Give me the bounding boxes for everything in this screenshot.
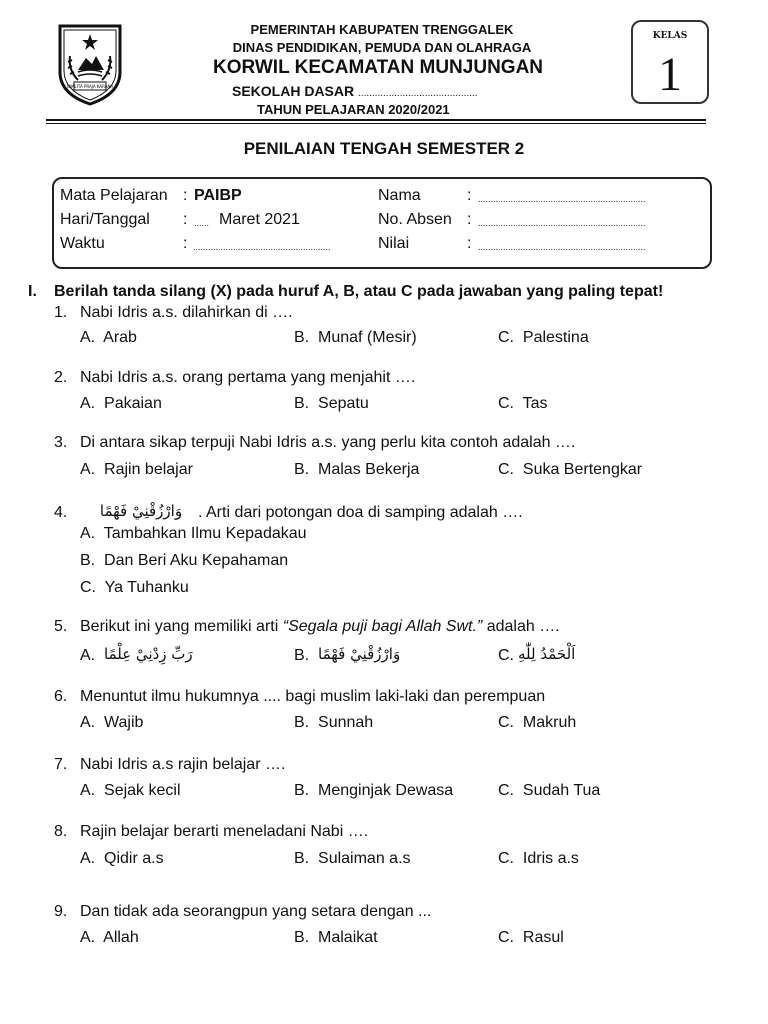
option-text: Munaf (Mesir): [318, 329, 417, 346]
option-a[interactable]: [80, 329, 137, 347]
option-letter: A.: [80, 782, 96, 799]
option-text: Rasul: [522, 929, 564, 946]
option-text: Sunnah: [318, 714, 374, 731]
option-text: Wajib: [104, 714, 144, 731]
option-c[interactable]: [498, 850, 579, 868]
time-blank[interactable]: .......................................................: [193, 242, 331, 252]
question-number: 9.: [54, 903, 68, 920]
question-text: Rajin belajar berarti meneladani Nabi ….: [80, 823, 369, 840]
school-name-blank: ...........................................: [358, 88, 478, 99]
class-box: [631, 20, 709, 104]
option-b[interactable]: [294, 647, 309, 665]
score-colon: :: [467, 235, 472, 252]
logo-ribbon-text: JWALITA PRAJA KARANA: [66, 84, 114, 89]
option-text-arabic: اَلْحَمْدُ لِلّٰهِ: [518, 645, 576, 663]
question-text: Nabi Idris a.s rajin belajar ….: [80, 756, 286, 773]
header-rule-thick: [46, 119, 706, 121]
option-text: Palestina: [522, 329, 589, 346]
option-text: Sulaiman a.s: [318, 850, 411, 867]
question-text: Di antara sikap terpuji Nabi Idris a.s. yang perlu kita contoh adalah ….: [80, 434, 576, 451]
option-text: Qidir a.s: [104, 850, 164, 867]
option-letter: C.: [498, 461, 514, 478]
question-number: 7.: [54, 756, 68, 773]
question-text: Menuntut ilmu hukumnya .... bagi muslim laki-laki dan perempuan: [80, 688, 546, 705]
question-text: Nabi Idris a.s. dilahirkan di ….: [80, 304, 293, 321]
question-number: 8.: [54, 823, 68, 840]
option-b[interactable]: [294, 714, 373, 732]
option-letter: A.: [80, 525, 96, 542]
option-text: Sudah Tua: [522, 782, 601, 799]
option-text: Allah: [103, 929, 139, 946]
date-value: Maret 2021: [219, 211, 300, 228]
question-text-post: adalah ….: [482, 618, 560, 635]
name-label: Nama: [378, 187, 421, 204]
option-b[interactable]: [294, 782, 453, 800]
option-b[interactable]: [294, 929, 378, 947]
question-text: Dan tidak ada seorangpun yang setara dengan ...: [80, 903, 432, 920]
option-text: Ya Tuhanku: [104, 579, 189, 596]
option-text: Arab: [103, 329, 137, 346]
subject-value: PAIBP: [194, 187, 242, 204]
option-text: Malas Bekerja: [318, 461, 420, 478]
option-c[interactable]: [498, 329, 589, 347]
question-text: [80, 618, 560, 636]
option-letter: B.: [294, 647, 310, 664]
absen-blank[interactable]: ...................................................................: [478, 218, 646, 228]
question-number: 4.: [54, 504, 68, 521]
option-a[interactable]: [80, 525, 307, 543]
option-c[interactable]: [498, 782, 600, 800]
option-a[interactable]: [80, 850, 164, 868]
question-text: Nabi Idris a.s. orang pertama yang menjahit ….: [80, 369, 416, 386]
option-letter: B.: [294, 461, 310, 478]
time-colon: :: [183, 235, 188, 252]
class-number: 1: [658, 48, 682, 101]
option-text: Makruh: [522, 714, 577, 731]
header-rule-thin: [46, 123, 706, 124]
option-c[interactable]: [498, 461, 642, 479]
option-letter: A.: [80, 461, 96, 478]
option-letter: B.: [294, 929, 310, 946]
date-colon: :: [183, 211, 188, 228]
option-letter: B.: [294, 714, 310, 731]
option-letter: A.: [80, 329, 96, 346]
subject-label: Mata Pelajaran: [60, 187, 168, 204]
option-c[interactable]: [498, 395, 548, 413]
header-school: [232, 83, 477, 99]
option-b[interactable]: [294, 329, 417, 347]
option-text: Pakaian: [104, 395, 162, 412]
subject-colon: :: [183, 187, 188, 204]
option-text: Sepatu: [318, 395, 369, 412]
class-label: KELAS: [652, 31, 688, 41]
option-letter: C.: [498, 714, 514, 731]
question-text-italic: “Segala puji bagi Allah Swt.”: [282, 618, 483, 635]
score-label: Nilai: [378, 235, 410, 252]
option-c[interactable]: [498, 929, 564, 947]
option-a[interactable]: [80, 395, 162, 413]
question-text: . Arti dari potongan doa di samping adalah ….: [198, 504, 523, 521]
header-government: PEMERINTAH KABUPATEN TRENGGALEK: [250, 22, 514, 37]
section-number: I.: [28, 283, 37, 300]
option-letter: B.: [294, 395, 310, 412]
option-letter: A.: [80, 850, 96, 867]
option-text: Menginjak Dewasa: [318, 782, 454, 799]
exam-title: PENILAIAN TENGAH SEMESTER 2: [243, 139, 525, 158]
option-text: Malaikat: [318, 929, 378, 946]
option-a[interactable]: [80, 461, 193, 479]
option-letter: A.: [80, 647, 96, 664]
arabic-prayer-text: وَارْزُقْنِيْ فَهْمًا: [99, 502, 183, 520]
option-text-arabic: رَبِّ زِدْنِيْ عِلْمًا: [104, 645, 193, 663]
name-blank[interactable]: ...................................................................: [478, 194, 646, 204]
option-text: Dan Beri Aku Kepahaman: [104, 552, 289, 569]
option-a[interactable]: [80, 647, 95, 665]
option-letter: C.: [498, 850, 514, 867]
header-academic-year: TAHUN PELAJARAN 2020/2021: [257, 102, 450, 117]
option-letter: A.: [80, 714, 96, 731]
option-a[interactable]: [80, 714, 143, 732]
option-letter: B.: [80, 552, 96, 569]
option-b[interactable]: [294, 850, 411, 868]
option-letter: B.: [294, 782, 310, 799]
option-text: Idris a.s: [522, 850, 579, 867]
option-c[interactable]: [498, 714, 576, 732]
option-letter: C.: [80, 579, 96, 596]
school-label: SEKOLAH DASAR: [232, 83, 355, 99]
option-text: Sejak kecil: [104, 782, 181, 799]
option-text: Suka Bertengkar: [522, 461, 643, 478]
option-b[interactable]: [294, 461, 419, 479]
option-a[interactable]: [80, 782, 181, 800]
option-letter: B.: [294, 850, 310, 867]
option-letter: C.: [498, 782, 514, 799]
option-letter: B.: [294, 329, 310, 346]
option-letter: C.: [498, 929, 514, 946]
date-day-blank[interactable]: ......: [194, 218, 210, 228]
question-number: 1.: [54, 304, 68, 321]
date-label: Hari/Tanggal: [60, 211, 150, 228]
header-department: DINAS PENDIDIKAN, PEMUDA DAN OLAHRAGA: [232, 40, 532, 55]
option-letter: C.: [498, 329, 514, 346]
option-a[interactable]: [80, 929, 139, 947]
question-number: 3.: [54, 434, 68, 451]
header-korwil: KORWIL KECAMATAN MUNJUNGAN: [212, 57, 544, 78]
option-letter: A.: [80, 395, 96, 412]
score-blank[interactable]: ...................................................................: [478, 242, 646, 252]
option-text-arabic: وَارْزُقْنِيْ فَهْمًا: [318, 645, 401, 663]
question-number: 6.: [54, 688, 68, 705]
time-label: Waktu: [60, 235, 105, 252]
option-c[interactable]: [80, 579, 189, 597]
option-letter: C.: [498, 395, 514, 412]
section-instruction: Berilah tanda silang (X) pada huruf A, B, atau C pada jawaban yang paling tepat!: [54, 283, 664, 300]
option-letter: A.: [80, 929, 96, 946]
option-b[interactable]: [80, 552, 288, 570]
option-letter: C.: [498, 647, 514, 664]
question-number: 5.: [54, 618, 68, 635]
option-c[interactable]: [498, 647, 514, 665]
name-colon: :: [467, 187, 472, 204]
absen-colon: :: [467, 211, 472, 228]
question-number: 2.: [54, 369, 68, 386]
option-text: Tambahkan Ilmu Kepadakau: [103, 525, 307, 542]
question-text-pre: Berikut ini yang memiliki arti: [80, 618, 283, 635]
option-text: Rajin belajar: [104, 461, 193, 478]
option-text: Tas: [522, 395, 548, 412]
option-b[interactable]: [294, 395, 369, 413]
absen-label: No. Absen: [378, 211, 452, 228]
